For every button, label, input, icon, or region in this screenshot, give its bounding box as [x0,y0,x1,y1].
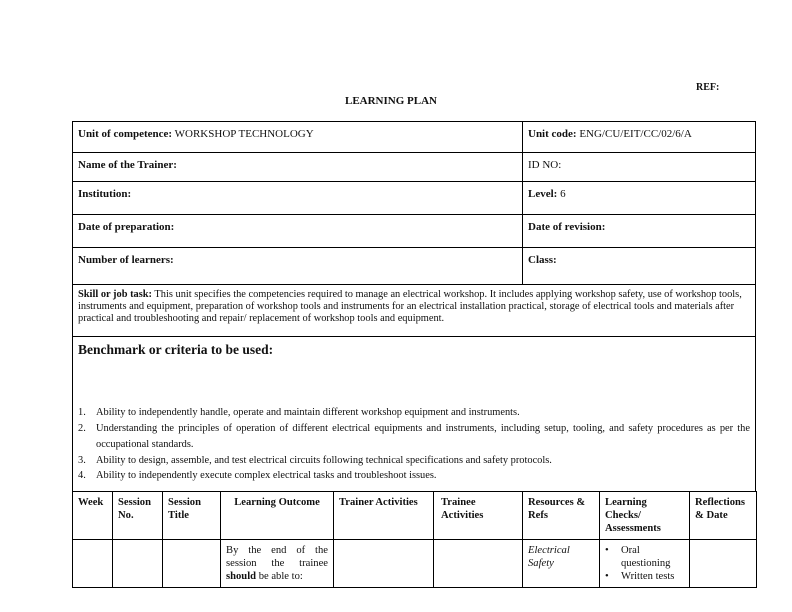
row-institution [73,182,755,215]
benchmark-num: 3. [78,454,86,466]
trainee-activities-cell[interactable] [434,540,523,588]
class-cell[interactable] [523,248,755,284]
benchmark-text: Ability to design, assemble, and test electrical circuits following technical specifications and safety protocols. [96,454,552,466]
bullet-icon: • [605,571,609,582]
skill-label: Skill or job task: [78,289,153,300]
unit-of-competence-value: WORKSHOP TECHNOLOGY [172,128,314,140]
unit-of-competence-label: Unit of competence: [78,128,173,140]
skill-text: This unit specifies the competencies required to manage an electrical workshop. It includes applying workshop safety, use of workshop tools, instruments and equipment, preparation of workshop tools and instruments for an electrical installation practical, storage of electrical tools and materials after practical and troubleshooting and repair/ replacement of workshop tools and equipment. [78,289,742,325]
header-session-no: Session No. [113,492,163,540]
row-learners [73,248,755,285]
ref-label: REF: [696,82,720,93]
trainer-label: Name of the Trainer: [78,159,177,171]
level-value: 6 [557,188,566,200]
date-prep-cell[interactable] [73,215,523,247]
skill-cell [73,285,755,336]
info-table [72,121,756,492]
learning-outcome-text: By the end of the session the trainee [226,545,328,569]
unit-code-label: Unit code: [528,128,577,140]
learning-outcome-text-end: be able to: [256,571,303,582]
benchmark-text: Ability to independently execute complex electrical tasks and troubleshoot issues. [96,470,437,482]
page-title: LEARNING PLAN [345,95,437,107]
level-label: Level: [528,188,558,200]
lesson-row [73,540,757,588]
row-benchmark [73,337,755,492]
lesson-table [72,491,757,588]
unit-of-competence-cell[interactable] [73,122,523,152]
reflections-cell[interactable] [690,540,757,588]
learners-label: Number of learners: [78,254,174,266]
trainer-cell[interactable] [73,153,523,181]
resources-cell[interactable]: Electrical Safety [523,540,600,588]
check-item [605,570,684,583]
unit-code-cell[interactable] [523,122,755,152]
unit-code-value: ENG/CU/EIT/CC/02/6/A [576,128,692,140]
check-item [605,544,684,570]
bullet-icon: • [605,545,609,556]
header-session-title: Session Title [163,492,221,540]
lesson-header-row [73,492,757,540]
institution-label: Institution: [78,188,132,200]
check-text: Oral questioning [621,545,671,569]
benchmark-list [78,405,750,484]
header-learning-checks: Learning Checks/ Assessments [600,492,690,540]
id-no-cell[interactable] [523,153,755,181]
header-trainer-activities: Trainer Activities [334,492,434,540]
level-cell[interactable] [523,182,755,214]
header-reflections: Reflections & Date [690,492,757,540]
benchmark-title: Benchmark or criteria to be used: [78,342,274,357]
date-rev-label: Date of revision: [528,221,606,233]
class-label: Class: [528,254,557,266]
row-unit [73,122,755,153]
row-date [73,215,755,248]
header-trainee-activities: Trainee Activities [434,492,523,540]
session-title-cell[interactable] [163,540,221,588]
date-rev-cell[interactable] [523,215,755,247]
benchmark-num: 4. [78,470,86,482]
date-prep-label: Date of preparation: [78,221,175,233]
header-resources: Resources & Refs [523,492,600,540]
id-no-label: ID NO: [528,159,562,171]
benchmark-cell [73,337,755,491]
benchmark-text: Understanding the principles of operation of different electrical equipments and instruments, including setup, tooling, and safety procedures as per the occupational standards. [96,423,750,450]
learning-outcome-bold: should [226,571,257,582]
benchmark-item [78,453,750,469]
benchmark-num: 1. [78,407,86,419]
trainer-activities-cell[interactable] [334,540,434,588]
row-trainer [73,153,755,182]
benchmark-item [78,468,750,484]
benchmark-text: Ability to independently handle, operate and maintain different workshop equipment and instruments. [96,407,520,419]
learning-checks-cell[interactable] [600,540,690,588]
benchmark-item [78,421,750,453]
week-cell[interactable] [73,540,113,588]
session-no-cell[interactable] [113,540,163,588]
benchmark-num: 2. [78,423,86,434]
learners-cell[interactable] [73,248,523,284]
header-learning-outcome: Learning Outcome [221,492,334,540]
institution-cell[interactable] [73,182,523,214]
check-text: Written tests [621,571,675,582]
benchmark-item [78,405,750,421]
learning-outcome-cell[interactable] [221,540,334,588]
row-skill [73,285,755,337]
header-week: Week [73,492,113,540]
